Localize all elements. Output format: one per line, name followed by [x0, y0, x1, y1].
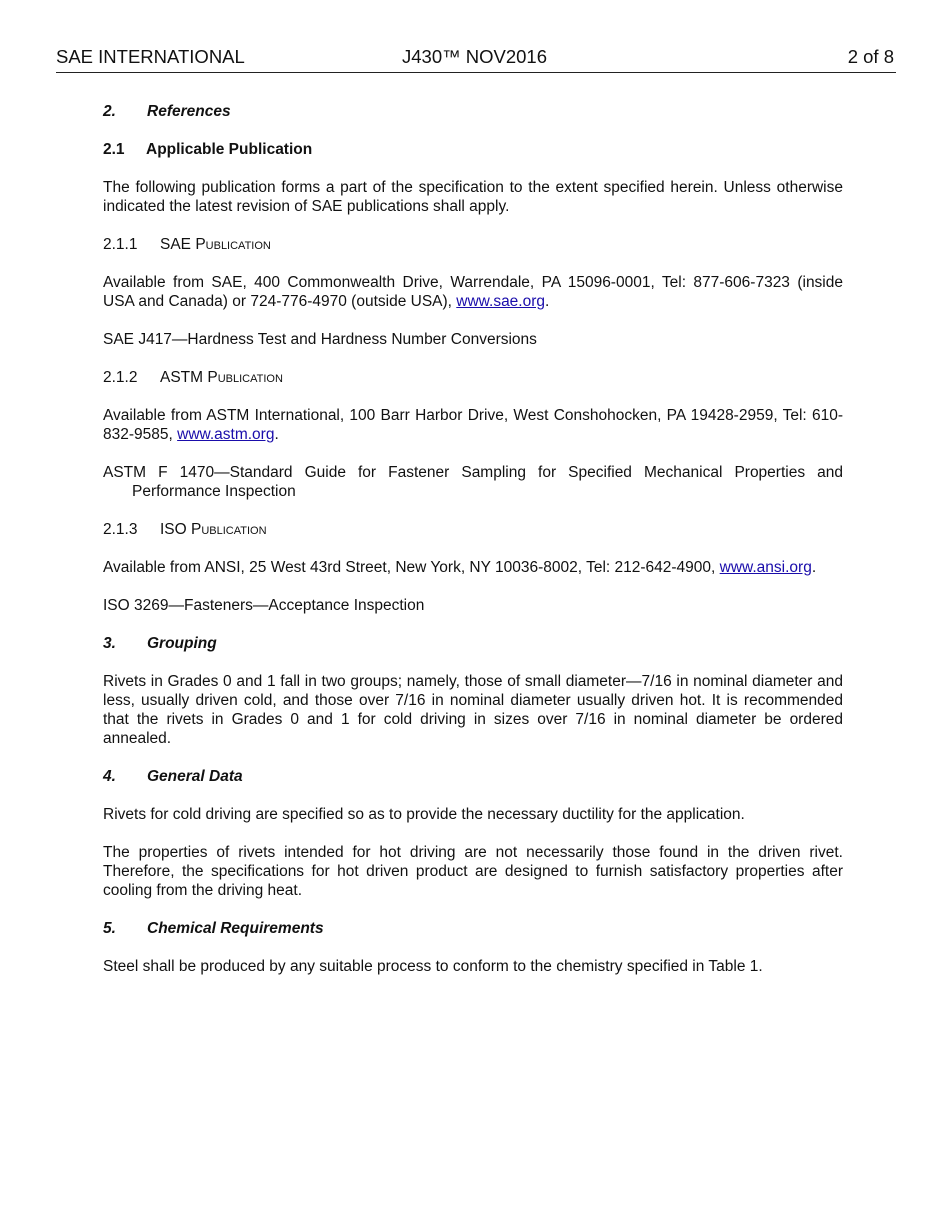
section-3-text: Rivets in Grades 0 and 1 fall in two groups; namely, those of small diameter—7/16 in nominal diameter and less, usually driven cold, and those over 7/16 in nominal diameter usually driven hot. It is recommended that the rivets in Grades 0 and 1 for cold driving in sizes over 7/16 in nominal diameter be ordered annealed.	[103, 673, 843, 747]
astm-availability-text	[103, 406, 843, 444]
availability-text: Available from SAE, 400 Commonwealth Drive, Warrendale, PA 15096-0001, Tel: 877-606-7323 (inside USA and Canada) or 724-776-4970 (outside USA),	[103, 274, 843, 310]
section-number: 2.1.2	[103, 369, 138, 386]
section-2-heading	[103, 102, 843, 121]
reference-iso-3269: ISO 3269—Fasteners—Acceptance Inspection	[103, 597, 425, 614]
ansi-website-link[interactable]: www.ansi.org	[719, 559, 812, 576]
period: .	[274, 426, 279, 443]
section-5-text: Steel shall be produced by any suitable process to conform to the chemistry specified in Table 1.	[103, 958, 763, 975]
section-number: 2.1	[103, 141, 125, 158]
section-2-1-1-heading	[103, 235, 843, 254]
section-4-heading	[103, 767, 843, 786]
ansi-availability-text	[103, 558, 843, 577]
section-4-text-2: The properties of rivets intended for hot driving are not necessarily those found in the driven rivet. Therefore, the specifications for hot driven product are designed to furnish satisfactory properties after cooling from the driving heat.	[103, 844, 843, 899]
astm-website-link[interactable]: www.astm.org	[177, 426, 275, 443]
section-title: General Data	[147, 768, 243, 785]
section-number: 2.1.1	[103, 236, 138, 253]
reference-sae-j417: SAE J417—Hardness Test and Hardness Number Conversions	[103, 331, 537, 348]
section-number: 5.	[103, 920, 116, 937]
availability-text: Available from ASTM International, 100 Barr Harbor Drive, West Conshohocken, PA 19428-2959, Tel: 610-832-9585,	[103, 407, 843, 443]
section-2-1-2-heading	[103, 368, 843, 387]
header-organization: SAE INTERNATIONAL	[56, 46, 245, 67]
reference-astm-f1470: ASTM F 1470—Standard Guide for Fastener Sampling for Specified Mechanical Properties and Performance Inspection	[103, 464, 843, 500]
period: .	[545, 293, 550, 310]
header-page-number: 2 of 8	[847, 46, 894, 67]
document-body	[103, 102, 843, 995]
section-2-1-text: The following publication forms a part of the specification to the extent specified herein. Unless otherwise indicated the latest revision of SAE publications shall apply.	[103, 179, 843, 215]
sae-website-link[interactable]: www.sae.org	[456, 293, 546, 310]
section-number: 3.	[103, 635, 116, 652]
section-title: ASTM Publication	[160, 369, 283, 386]
availability-text: Available from ANSI, 25 West 43rd Street, New York, NY 10036-8002, Tel: 212-642-4900,	[103, 559, 720, 576]
section-2-1-3-heading	[103, 520, 843, 539]
section-number: 2.	[103, 103, 116, 120]
section-4-text-1: Rivets for cold driving are specified so as to provide the necessary ductility for the application.	[103, 806, 745, 823]
section-2-1-heading	[103, 140, 843, 159]
section-title: SAE Publication	[160, 236, 271, 253]
section-title: Grouping	[147, 635, 217, 652]
sae-availability-text	[103, 273, 843, 311]
section-title: Chemical Requirements	[147, 920, 324, 937]
period: .	[811, 559, 817, 576]
header-document-id: J430™ NOV2016	[402, 46, 548, 67]
section-title: References	[147, 103, 231, 120]
section-number: 4.	[103, 768, 116, 785]
section-3-heading	[103, 634, 843, 653]
page-header	[56, 44, 896, 73]
section-title: ISO Publication	[160, 521, 267, 538]
section-number: 2.1.3	[103, 521, 138, 538]
section-5-heading	[103, 919, 843, 938]
section-title: Applicable Publication	[146, 141, 313, 158]
